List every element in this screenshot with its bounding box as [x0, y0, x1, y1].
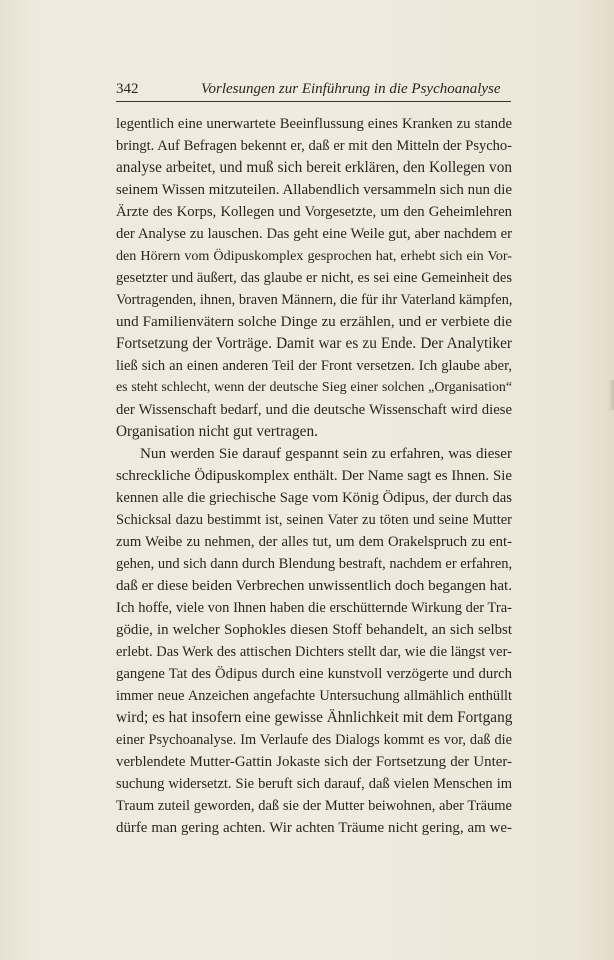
text-line: gehen, und sich dann durch Blendung bestraft, nachdem er erfahren, — [116, 556, 512, 572]
text-line: der Analyse zu lauschen. Das geht eine Weile gut, aber nachdem er — [116, 226, 512, 242]
text-line: bringt. Auf Befragen bekennt er, daß er mit den Mitteln der Psycho- — [116, 138, 512, 154]
text-line: der Wissenschaft bedarf, und die deutsche Wissenschaft wird diese — [116, 402, 512, 418]
text-line: suchung widersetzt. Sie beruft sich darauf, daß vielen Menschen im — [116, 776, 512, 792]
text-line: Ich hoffe, viele von Ihnen haben die erschütternde Wirkung der Tra- — [116, 600, 512, 616]
page-header — [116, 79, 511, 102]
text-line: immer neue Anzeichen angefachte Untersuchung allmählich enthüllt — [116, 688, 512, 704]
text-line: gangene Tat des Ödipus durch eine kunstvoll verzögerte und durch — [116, 666, 512, 682]
text-line: Fortsetzung der Vorträge. Damit war es zu Ende. Der Analytiker — [116, 335, 512, 352]
text-line: dürfe man gering achten. Wir achten Träume nicht gering, am we- — [116, 820, 512, 836]
text-line: erlebt. Das Werk des attischen Dichters stellt dar, wie die längst ver- — [116, 644, 512, 660]
body-text — [116, 113, 512, 839]
text-line: einer Psychoanalyse. Im Verlaufe des Dialogs kommt es vor, daß die — [116, 732, 512, 748]
text-line: Ärzte des Korps, Kollegen und Vorgesetzte, um den Geheimlehren — [116, 204, 512, 220]
text-line: es steht schlecht, wenn der deutsche Sieg einer solchen „Organisation“ — [116, 380, 512, 395]
running-title: Vorlesungen zur Einführung in die Psychoanalyse — [201, 81, 501, 97]
text-line: schreckliche Ödipuskomplex enthält. Der Name sagt es Ihnen. Sie — [116, 468, 512, 484]
text-line: Schicksal dazu bestimmt ist, seinen Vater zu töten und seine Mutter — [116, 512, 512, 528]
text-line: zum Weibe zu nehmen, der alles tut, um dem Orakelspruch zu ent- — [116, 534, 512, 550]
text-line: analyse arbeitet, und muß sich bereit erklären, den Kollegen von — [116, 159, 512, 176]
text-line: Traum zuteil geworden, daß sie der Mutter beiwohnen, aber Träume — [116, 798, 512, 814]
text-line: Organisation nicht gut vertragen. — [116, 423, 318, 440]
paragraph-2 — [116, 443, 512, 839]
show-through-shadow — [608, 380, 614, 410]
text-line: den Hörern vom Ödipuskomplex gesprochen hat, erhebt sich ein Vor- — [116, 248, 512, 264]
text-line: gesetzter und äußert, das glaube er nicht, es sei eine Gemeinheit des — [116, 270, 512, 286]
text-line: und Familienvätern solche Dinge zu erzählen, und er verbiete die — [116, 314, 512, 330]
text-line: verblendete Mutter-Gattin Jokaste sich der Fortsetzung der Unter- — [116, 754, 512, 770]
text-line: kennen alle die griechische Sage vom König Ödipus, der durch das — [116, 490, 512, 506]
text-line: wird; es hat insofern eine gewisse Ähnlichkeit mit dem Fortgang — [116, 709, 512, 726]
text-line: Vortragenden, ihnen, braven Männern, die für ihr Vaterland kämpfen, — [116, 292, 512, 308]
text-line: Nun werden Sie darauf gespannt sein zu erfahren, was dieser — [140, 446, 512, 462]
text-line: gödie, in welcher Sophokles diesen Stoff behandelt, an sich selbst — [116, 622, 512, 638]
text-line: ließ sich an einen anderen Teil der Front versetzen. Ich glaube aber, — [116, 358, 512, 374]
page-number: 342 — [116, 81, 139, 97]
text-line: legentlich eine unerwartete Beeinflussung eines Kranken zu stande — [116, 116, 512, 132]
text-line: daß er diese beiden Verbrechen unwissentlich doch begangen hat. — [116, 578, 512, 594]
paragraph-1 — [116, 113, 512, 443]
text-line: seinem Wissen mitzuteilen. Allabendlich versammeln sich nun die — [116, 182, 512, 198]
